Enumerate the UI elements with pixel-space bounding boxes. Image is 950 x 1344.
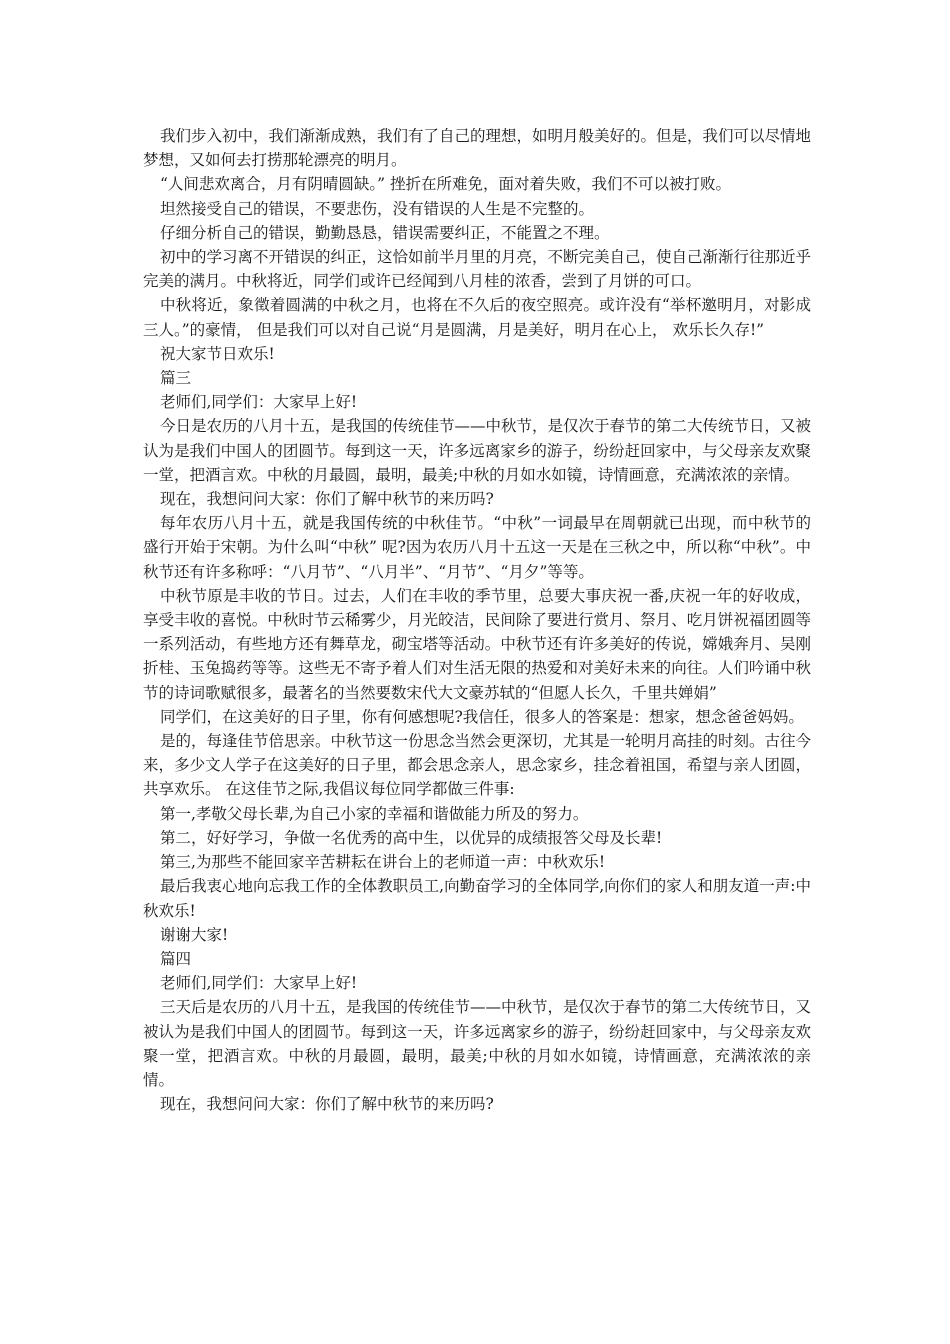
section-heading: 篇三 [160,369,192,388]
greeting: 老师们,同学们：大家早上好! [160,974,358,993]
paragraph: 第三,为那些不能回家辛苦耕耘在讲台上的老师道一声：中秋欢乐! [160,853,606,872]
paragraph: 我们步入初中，我们渐渐成熟，我们有了自己的理想，如明月般美好的。但是，我们可以尽情地梦想，又如何去打捞那轮漂亮的明月。 [143,127,812,170]
document-body [143,124,811,1116]
paragraph: 三天后是农历的八月十五，是我国的传统佳节——中秋节，是仅次于春节的第二大传统节日，又被认为是我们中国人的团圆节。每到这一天，许多远离家乡的游子，纷纷赶回家中，与父母亲友欢聚一堂，把酒言欢。中秋的月最圆，最明，最美;中秋的月如水如镜，诗情画意，充满浓浓的亲情。 [143,998,812,1089]
paragraph: 中秋将近，象徵着圆满的中秋之月，也将在不久后的夜空照亮。或许没有“举杯邀明月，对影成三人。”的豪情， 但是我们可以对自己说“月是圆满，月是美好，明月在心上， 欢乐长久存!” [143,296,811,339]
section-heading: 篇四 [160,949,192,968]
paragraph: 坦然接受自己的错误，不要悲伤，没有错误的人生是不完整的。 [160,199,595,218]
paragraph: 中秋节原是丰收的节日。过去，人们在丰收的季节里，总要大事庆祝一番,庆祝一年的好收成，享受丰收的喜悦。中秋时节云稀雾少，月光皎洁，民间除了要进行赏月、祭月、吃月饼祝福团圆等一系列活动，有些地方还有舞草龙，砌宝塔等活动。中秋节还有许多美好的传说，嫦娥奔月、吴刚折桂、玉兔捣药等等。这些无不寄予着人们对生活无限的热爱和对美好未来的向往。人们吟诵中秋节的诗词歌赋很多，最著名的当然要数宋代大文豪苏轼的“但愿人长久，千里共婵娟” [143,586,811,702]
paragraph: 是的，每逢佳节倍思亲。中秋节这一份思念当然会更深切，尤其是一轮明月高挂的时刻。古往今来，多少文人学子在这美好的日子里，都会思念亲人，思念家乡，挂念着祖国，希望与亲人团圆，共享欢乐。 在这佳节之际,我倡议每位同学都做三件事: [143,732,812,799]
paragraph: 现在，我想问问大家：你们了解中秋节的来历吗? [160,490,494,509]
paragraph: 现在，我想问问大家：你们了解中秋节的来历吗? [160,1095,494,1114]
paragraph: 每年农历八月十五，就是我国传统的中秋佳节。“中秋”一词最早在周朝就已出现，而中秋节的盛行开始于宋朝。为什么叫“中秋” 呢?因为农历八月十五这一天是在三秋之中，所以称“中秋”。中秋节还有许多称呼：“八月节”、“八月半”、“月节”、“月夕”等等。 [143,514,811,581]
paragraph: 最后我衷心地向忘我工作的全体教职员工,向勤奋学习的全体同学,向你们的家人和朋友道一声:中秋欢乐! [143,877,811,920]
paragraph: 同学们，在这美好的日子里，你有何感想呢?我信任，很多人的答案是：想家，想念爸爸妈妈。 [160,707,804,726]
paragraph: 第二，好好学习，争做一名优秀的高中生，以优异的成绩报答父母及长辈! [160,828,663,847]
greeting: 老师们,同学们：大家早上好! [160,393,358,412]
paragraph: 初中的学习离不开错误的纠正，这恰如前半月里的月亮，不断完美自己，使自己渐渐行往那近乎完美的满月。中秋将近，同学们或许已经闻到八月桂的浓香，尝到了月饼的可口。 [143,248,812,291]
paragraph: 第一,孝敬父母长辈,为自己小家的幸福和谐做能力所及的努力。 [160,804,589,823]
paragraph: 谢谢大家! [160,925,229,944]
paragraph: “人间悲欢离合，月有阴晴圆缺。” 挫折在所难免，面对着失败，我们不可以被打败。 [160,175,732,194]
paragraph: 仔细分析自己的错误，勤勤恳恳，错误需要纠正，不能置之不理。 [160,223,610,242]
paragraph: 今日是农历的八月十五，是我国的传统佳节——中秋节，是仅次于春节的第二大传统节日，又被认为是我们中国人的团圆节。每到这一天，许多远离家乡的游子，纷纷赶回家中，与父母亲友欢聚一堂，把酒言欢。中秋的月最圆，最明，最美;中秋的月如水如镜，诗情画意，充满浓浓的亲情。 [143,417,812,484]
paragraph: 祝大家节日欢乐! [160,344,275,363]
